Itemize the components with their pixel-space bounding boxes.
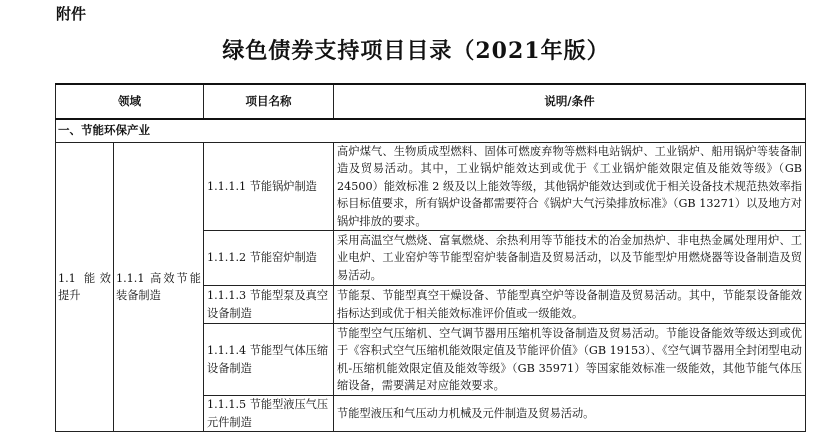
- description-cell: 节能型空气压缩机、空气调节器用压缩机等设备制造及贸易活动。节能设备能效等级达到或优于《容积式空气压缩机能效限定值及节能评价值》（GB 19153）、《空气调节器用全封闭型电动机-压缩机能效限定值及能效等级》（GB 35971）等国家能效标准一级能效，其他节能气体压缩设备，需要满足对应能效要求。: [334, 324, 806, 396]
- section-title: 一、节能环保产业: [56, 119, 806, 143]
- project-name-cell: 1.1.1.5 节能型液压气压元件制造: [204, 396, 334, 432]
- table-row: [56, 143, 806, 231]
- project-name-cell: 1.1.1.3 节能型泵及真空设备制造: [204, 286, 334, 324]
- domain-level2-cell: 1.1.1 高效节能装备制造: [114, 143, 204, 432]
- description-cell: 节能型液压和气压动力机械及元件制造及贸易活动。: [334, 396, 806, 432]
- project-name-cell: 1.1.1.4 节能型气体压缩设备制造: [204, 324, 334, 396]
- header-project-name: 项目名称: [204, 84, 334, 119]
- section-row: [56, 119, 806, 143]
- domain-level1-cell: 1.1 能效提升: [56, 143, 114, 432]
- description-cell: 高炉煤气、生物质成型燃料、固体可燃废弃物等燃料电站锅炉、工业锅炉、船用锅炉等装备制造及贸易活动。其中，工业锅炉能效达到或优于《工业锅炉能效限定值及能效等级》（GB 24500）能效标准 2 级及以上能效等级，其他锅炉能效达到或优于相关设备技术规范热效率指标目标值要求，所有锅炉设备都需要符合《锅炉大气污染排放标准》（GB 13271）以及地方对锅炉排放的要求。: [334, 143, 806, 231]
- document-title: 绿色债券支持项目目录（2021年版）: [222, 38, 610, 64]
- green-bond-catalog-table: [55, 83, 806, 432]
- description-cell: 节能泵、节能型真空干燥设备、节能型真空炉等设备制造及贸易活动。其中，节能泵设备能效指标达到或优于相关能效标准评价值或一级能效。: [334, 286, 806, 324]
- header-domain: 领域: [56, 84, 204, 119]
- description-cell: 采用高温空气燃烧、富氧燃烧、余热利用等节能技术的冶金加热炉、非电热金属处理用炉、工业电炉、工业窑炉等节能型窑炉装备制造及贸易活动，以及节能型炉用燃烧器等设备制造及贸易活动。: [334, 231, 806, 286]
- table-header-row: [56, 84, 806, 119]
- attachment-label: 附件: [56, 5, 87, 23]
- header-description: 说明/条件: [334, 84, 806, 119]
- project-name-cell: 1.1.1.2 节能窑炉制造: [204, 231, 334, 286]
- project-name-cell: 1.1.1.1 节能锅炉制造: [204, 143, 334, 231]
